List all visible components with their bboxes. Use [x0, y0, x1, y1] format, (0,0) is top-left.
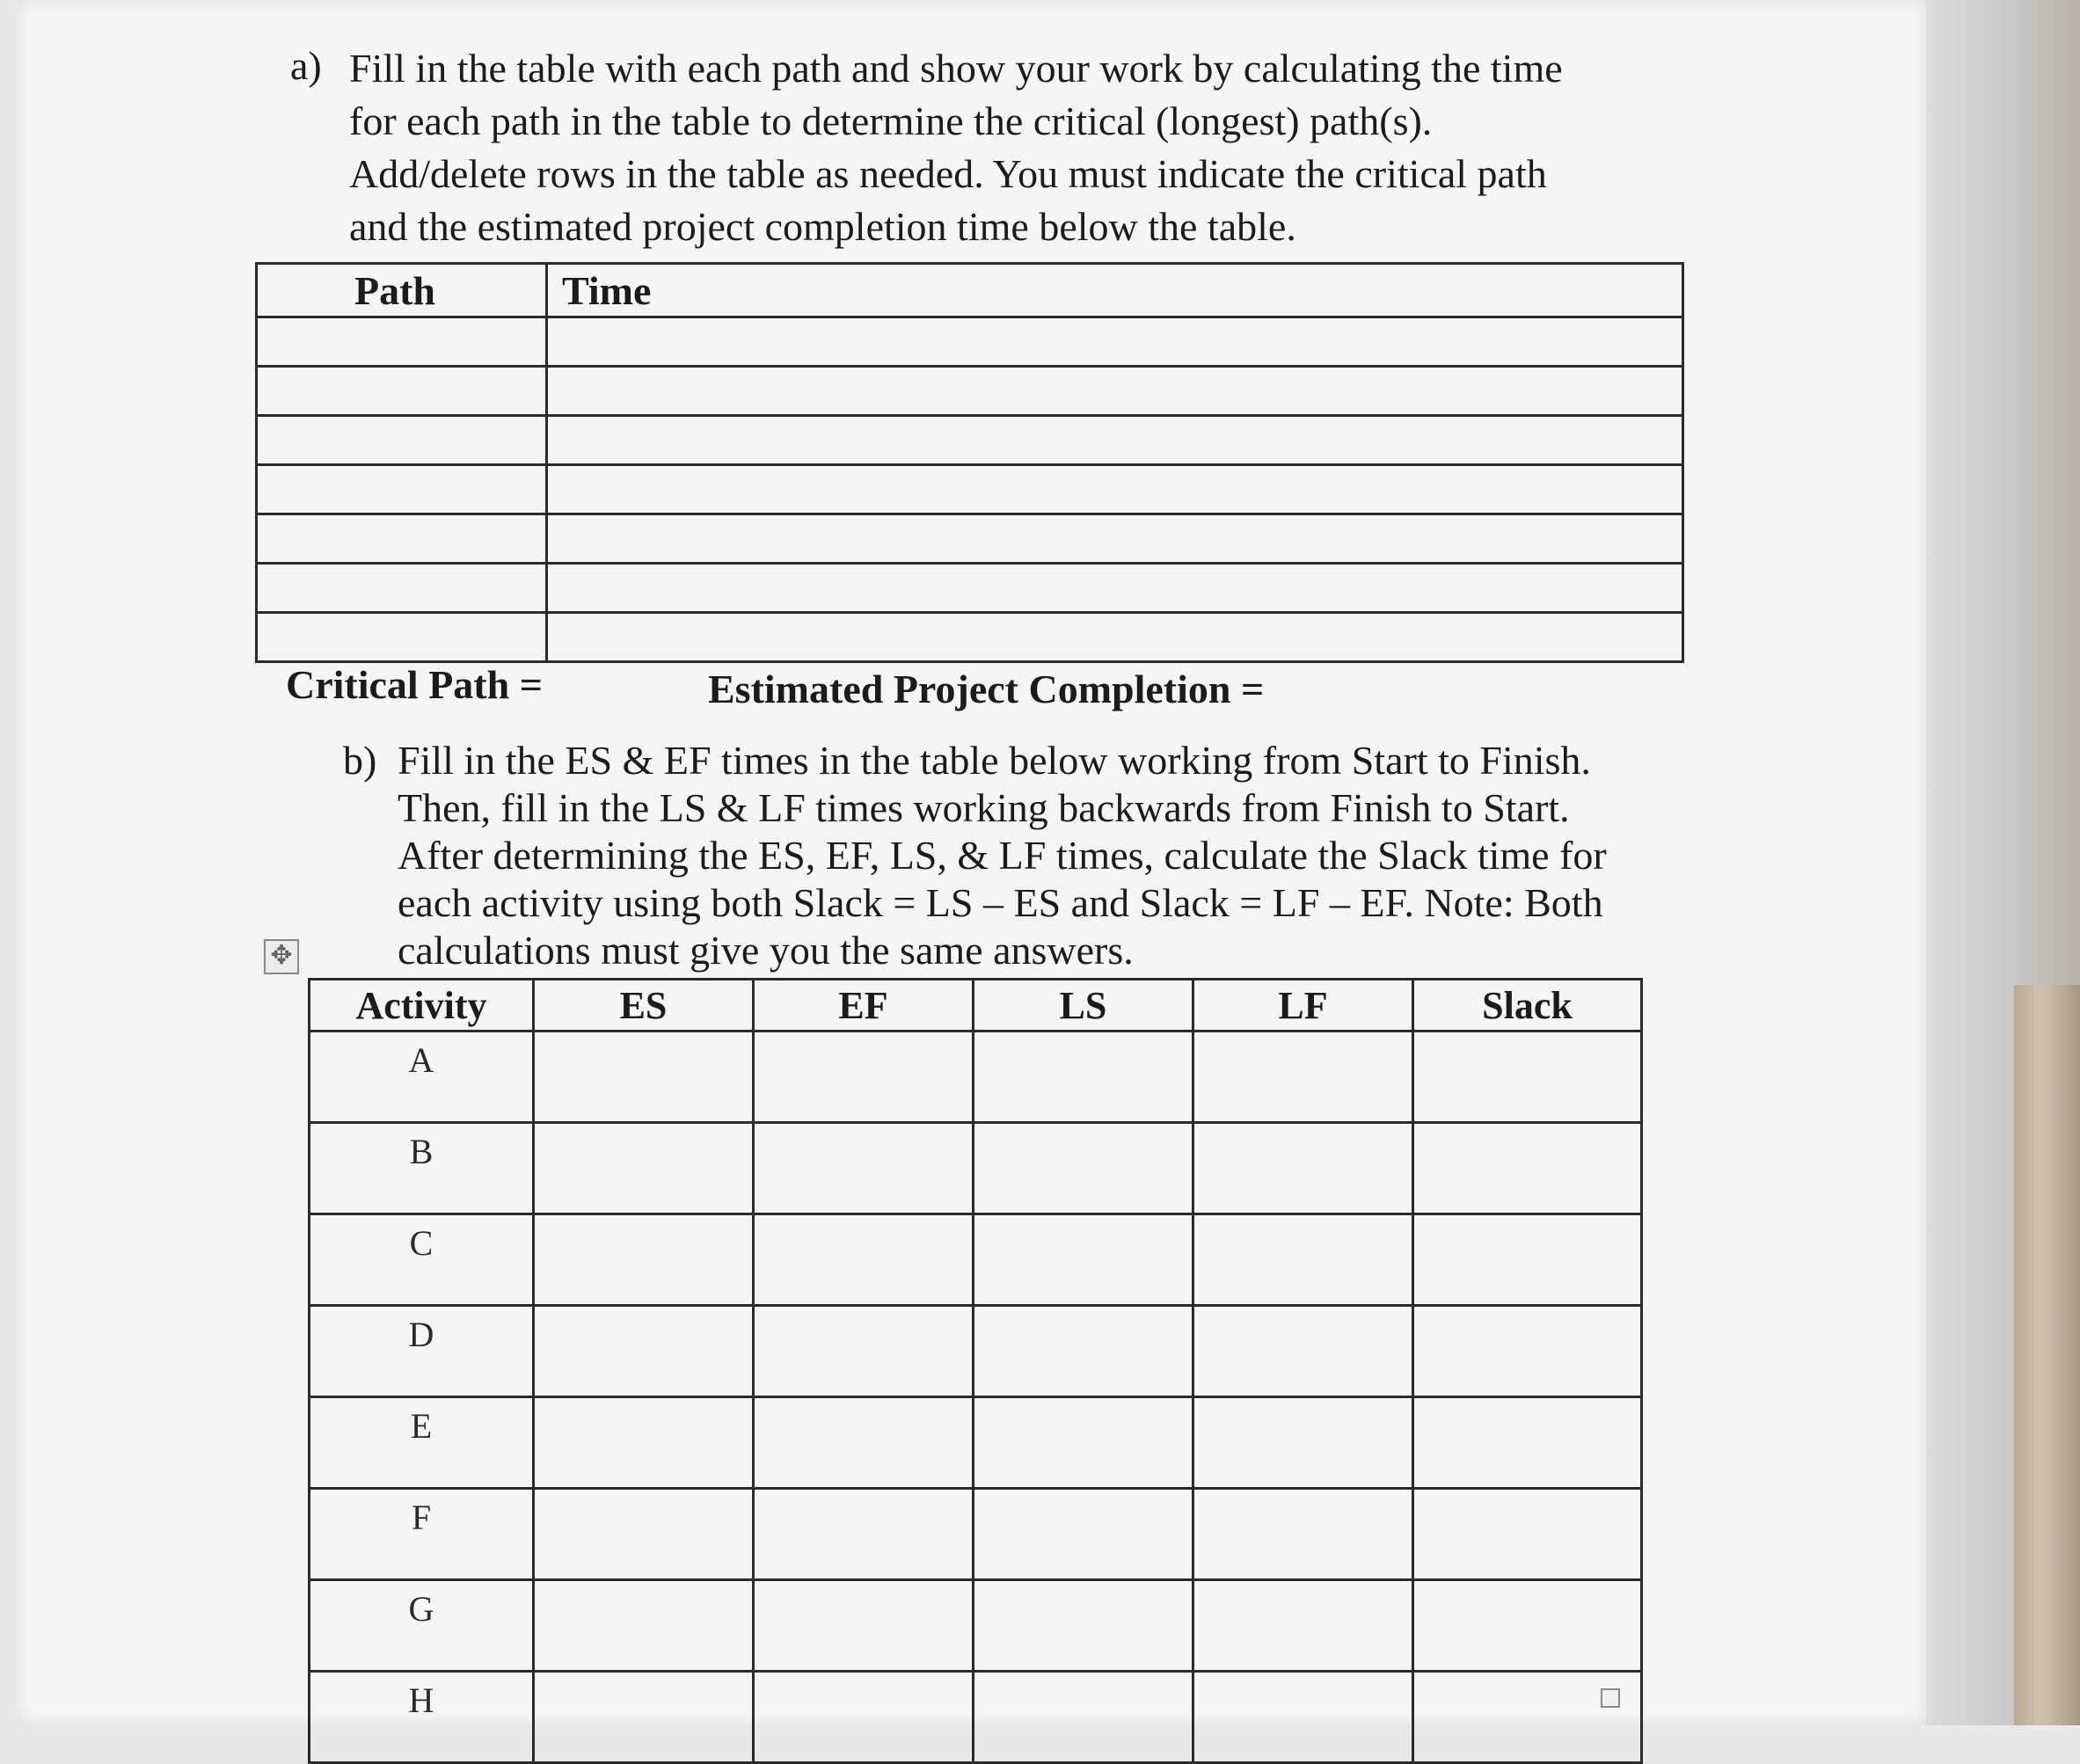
activity-header: Activity	[310, 980, 534, 1031]
table-row	[310, 1672, 1642, 1763]
time-cell[interactable]	[547, 317, 1683, 367]
ef-cell[interactable]	[754, 1397, 974, 1489]
ls-cell[interactable]	[974, 1031, 1193, 1123]
critical-path-label: Critical Path =	[286, 662, 543, 707]
ls-cell[interactable]	[974, 1306, 1193, 1397]
activity-table	[308, 978, 1643, 1764]
ef-cell[interactable]	[754, 1489, 974, 1580]
table-row	[310, 1580, 1642, 1672]
lf-cell[interactable]	[1193, 1031, 1413, 1123]
path-cell[interactable]	[257, 465, 547, 514]
path-cell[interactable]	[257, 613, 547, 662]
activity-label: B	[310, 1123, 534, 1214]
es-cell[interactable]	[534, 1489, 754, 1580]
activity-table-header	[310, 980, 1642, 1031]
activity-label: H	[310, 1672, 534, 1763]
part-b-instructions	[398, 737, 1607, 974]
es-cell[interactable]	[534, 1397, 754, 1489]
table-row	[310, 1214, 1642, 1306]
ef-cell[interactable]	[754, 1672, 974, 1763]
table-row	[257, 465, 1683, 514]
table-row	[310, 1306, 1642, 1397]
slack-cell[interactable]	[1413, 1306, 1642, 1397]
background-fabric	[2014, 985, 2080, 1725]
activity-label: D	[310, 1306, 534, 1397]
slack-cell[interactable]	[1413, 1672, 1642, 1763]
path-table-header	[257, 264, 1683, 317]
part-a-line-1: Fill in the table with each path and show your work by calculating the time	[349, 46, 1563, 91]
table-row	[310, 1489, 1642, 1580]
slack-cell[interactable]	[1413, 1123, 1642, 1214]
table-row	[257, 564, 1683, 613]
activity-table-body	[310, 1031, 1642, 1763]
ef-cell[interactable]	[754, 1123, 974, 1214]
ls-header: LS	[974, 980, 1193, 1031]
time-header: Time	[547, 264, 1683, 317]
slack-cell[interactable]	[1413, 1214, 1642, 1306]
slack-cell[interactable]	[1413, 1397, 1642, 1489]
activity-label: F	[310, 1489, 534, 1580]
time-cell[interactable]	[547, 514, 1683, 564]
path-header: Path	[257, 264, 547, 317]
move-handle-icon[interactable]: ✥	[264, 939, 299, 974]
table-row	[257, 367, 1683, 416]
activity-label: G	[310, 1580, 534, 1672]
lf-cell[interactable]	[1193, 1580, 1413, 1672]
slack-cell[interactable]	[1413, 1031, 1642, 1123]
table-row	[310, 1397, 1642, 1489]
lf-cell[interactable]	[1193, 1123, 1413, 1214]
table-row	[310, 1031, 1642, 1123]
part-a-line-3: Add/delete rows in the table as needed. You must indicate the critical path	[349, 151, 1547, 196]
time-cell[interactable]	[547, 564, 1683, 613]
resize-handle-icon[interactable]	[1601, 1688, 1620, 1708]
path-cell[interactable]	[257, 514, 547, 564]
lf-cell[interactable]	[1193, 1672, 1413, 1763]
ls-cell[interactable]	[974, 1123, 1193, 1214]
es-cell[interactable]	[534, 1306, 754, 1397]
part-b-marker: b)	[343, 738, 377, 783]
path-cell[interactable]	[257, 564, 547, 613]
part-a-line-2: for each path in the table to determine the critical (longest) path(s).	[349, 98, 1433, 143]
part-a-line-4: and the estimated project completion time below the table.	[349, 204, 1296, 249]
es-cell[interactable]	[534, 1123, 754, 1214]
es-cell[interactable]	[534, 1672, 754, 1763]
lf-cell[interactable]	[1193, 1489, 1413, 1580]
ef-cell[interactable]	[754, 1214, 974, 1306]
lf-cell[interactable]	[1193, 1214, 1413, 1306]
table-row	[257, 317, 1683, 367]
path-cell[interactable]	[257, 367, 547, 416]
part-b-line-1: Fill in the ES & EF times in the table below working from Start to Finish.	[398, 738, 1591, 783]
table-row	[310, 1123, 1642, 1214]
es-cell[interactable]	[534, 1214, 754, 1306]
ef-cell[interactable]	[754, 1306, 974, 1397]
time-cell[interactable]	[547, 465, 1683, 514]
time-cell[interactable]	[547, 416, 1683, 465]
lf-cell[interactable]	[1193, 1397, 1413, 1489]
path-cell[interactable]	[257, 416, 547, 465]
lf-header: LF	[1193, 980, 1413, 1031]
es-cell[interactable]	[534, 1031, 754, 1123]
table-row	[257, 416, 1683, 465]
ls-cell[interactable]	[974, 1397, 1193, 1489]
time-cell[interactable]	[547, 613, 1683, 662]
es-header: ES	[534, 980, 754, 1031]
ls-cell[interactable]	[974, 1672, 1193, 1763]
part-b-line-2: Then, fill in the LS & LF times working backwards from Finish to Start.	[398, 785, 1570, 830]
path-cell[interactable]	[257, 317, 547, 367]
part-b-line-4: each activity using both Slack = LS – ES and Slack = LF – EF. Note: Both	[398, 880, 1603, 925]
slack-cell[interactable]	[1413, 1580, 1642, 1672]
ef-cell[interactable]	[754, 1031, 974, 1123]
ls-cell[interactable]	[974, 1489, 1193, 1580]
table-row	[257, 514, 1683, 564]
ef-cell[interactable]	[754, 1580, 974, 1672]
completion-label: Estimated Project Completion =	[708, 667, 1265, 711]
part-b-line-3: After determining the ES, EF, LS, & LF times, calculate the Slack time for	[398, 833, 1607, 878]
path-table	[255, 262, 1684, 663]
ef-header: EF	[754, 980, 974, 1031]
part-a-marker: a)	[290, 43, 322, 88]
part-b-line-5: calculations must give you the same answers.	[398, 928, 1134, 973]
time-cell[interactable]	[547, 367, 1683, 416]
table-row	[257, 613, 1683, 662]
slack-cell[interactable]	[1413, 1489, 1642, 1580]
activity-label: E	[310, 1397, 534, 1489]
part-a-instructions	[349, 42, 1563, 253]
activity-label: A	[310, 1031, 534, 1123]
ls-cell[interactable]	[974, 1580, 1193, 1672]
ls-cell[interactable]	[974, 1214, 1193, 1306]
es-cell[interactable]	[534, 1580, 754, 1672]
lf-cell[interactable]	[1193, 1306, 1413, 1397]
activity-label: C	[310, 1214, 534, 1306]
slack-header: Slack	[1413, 980, 1642, 1031]
